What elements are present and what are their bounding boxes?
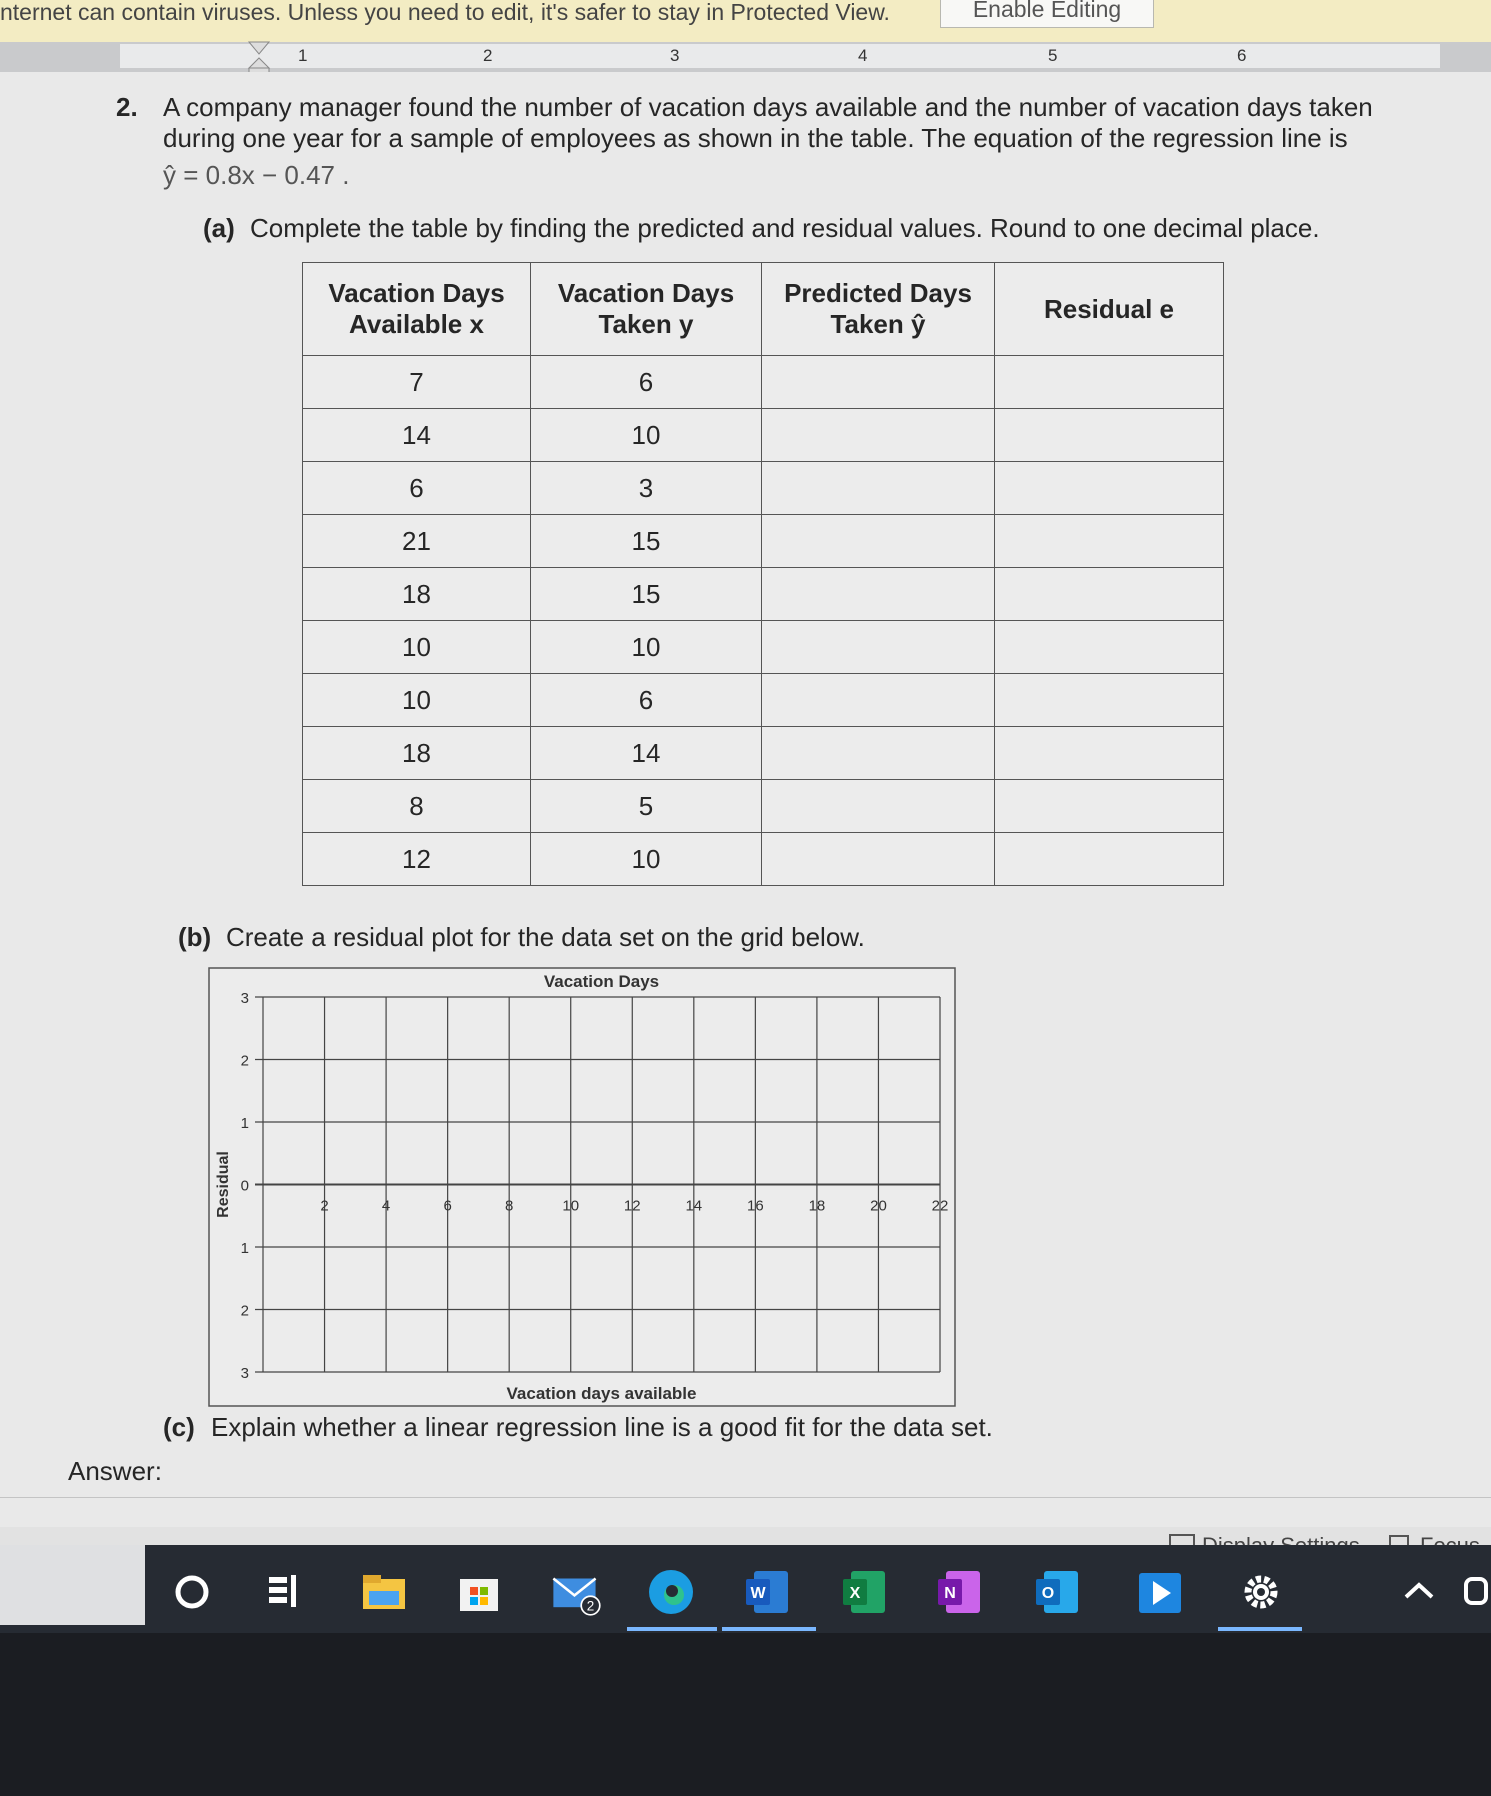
cell-residual[interactable] [995, 727, 1224, 780]
cell-available-x: 18 [303, 568, 531, 621]
excel-app-icon[interactable] [837, 1565, 891, 1619]
vacation-table [302, 262, 1224, 886]
store-icon[interactable] [452, 1565, 506, 1619]
cell-predicted[interactable] [762, 409, 995, 462]
show-hidden-icons-chevron-icon[interactable] [1392, 1565, 1446, 1619]
ruler-number: 6 [1237, 46, 1247, 65]
cell-residual[interactable] [995, 515, 1224, 568]
x-tick-label: 18 [808, 1197, 826, 1215]
cell-available-x: 8 [303, 780, 531, 833]
ruler-number: 5 [1048, 46, 1058, 65]
cell-predicted[interactable] [762, 568, 995, 621]
part-c-text: Explain whether a linear regression line is a good fit for the data set. [211, 1412, 993, 1442]
cell-predicted[interactable] [762, 727, 995, 780]
table-row [303, 409, 1224, 462]
outlook-letter: O [1041, 1585, 1055, 1602]
media-player-icon[interactable] [1133, 1565, 1187, 1619]
chart-frame [209, 968, 955, 1406]
question-line-2: during one year for a sample of employees as shown in the table. The equation of the regression line is [163, 123, 1348, 153]
cell-residual[interactable] [995, 356, 1224, 409]
y-tick-label: 1 [240, 1115, 249, 1132]
cell-predicted[interactable] [762, 780, 995, 833]
header-line: Available x [349, 309, 484, 339]
table-row [303, 780, 1224, 833]
cell-predicted[interactable] [762, 621, 995, 674]
header-available [303, 263, 531, 356]
question-line-1: A company manager found the number of vacation days available and the number of vacation days taken [163, 92, 1373, 122]
document-page [0, 72, 1491, 1527]
ruler-number: 2 [483, 46, 493, 65]
table-row [303, 674, 1224, 727]
part-c-label: (c) [163, 1412, 195, 1442]
cell-residual[interactable] [995, 780, 1224, 833]
chart-x-label: Vacation days available [506, 1384, 697, 1403]
excel-letter: X [849, 1585, 861, 1602]
header-line: Predicted Days [784, 278, 972, 308]
table-body [303, 356, 1224, 886]
page-divider [0, 1497, 1491, 1498]
part-a-text: Complete the table by finding the predicted and residual values. Round to one decimal place. [250, 213, 1320, 243]
header-taken [531, 263, 762, 356]
enable-editing-button[interactable]: Enable Editing [940, 0, 1154, 28]
cell-residual[interactable] [995, 409, 1224, 462]
regression-equation: ŷ = 0.8x − 0.47 . [163, 160, 350, 190]
cell-available-x: 21 [303, 515, 531, 568]
edge-active-indicator [627, 1627, 717, 1631]
chart-title: Vacation Days [543, 972, 660, 991]
cell-taken-y: 5 [531, 780, 762, 833]
outlook-app-icon[interactable] [1030, 1565, 1084, 1619]
question-number: 2. [116, 92, 138, 122]
cell-residual[interactable] [995, 833, 1224, 886]
header-line: Residual e [1043, 293, 1175, 324]
table-row [303, 727, 1224, 780]
cell-taken-y: 15 [531, 568, 762, 621]
horizontal-ruler[interactable] [0, 42, 1491, 72]
protected-view-bar [0, 0, 1491, 43]
task-view-icon[interactable] [257, 1565, 311, 1619]
x-tick-label: 22 [931, 1197, 949, 1215]
part-a-label: (a) [203, 213, 235, 243]
cell-predicted[interactable] [762, 515, 995, 568]
header-line: Taken ŷ [830, 309, 926, 339]
cell-taken-y: 10 [531, 833, 762, 886]
word-app-icon[interactable] [740, 1565, 794, 1619]
x-tick-label: 8 [505, 1197, 514, 1215]
y-tick-label: 1 [240, 1240, 249, 1257]
y-tick-label: 3 [240, 1365, 249, 1382]
onenote-app-icon[interactable] [932, 1565, 986, 1619]
header-line: Taken y [598, 309, 694, 339]
cell-available-x: 10 [303, 674, 531, 727]
x-tick-label: 10 [562, 1197, 580, 1215]
cell-predicted[interactable] [762, 674, 995, 727]
x-tick-label: 2 [320, 1197, 329, 1215]
x-tick-label: 6 [443, 1197, 452, 1215]
table-header-row [303, 263, 1224, 356]
cell-taken-y: 15 [531, 515, 762, 568]
word-letter: W [750, 1585, 766, 1602]
taskbar-edge [0, 1545, 145, 1625]
part-b-text: Create a residual plot for the data set on the grid below. [226, 922, 865, 952]
x-tick-label: 14 [685, 1197, 703, 1215]
ruler-number: 1 [298, 46, 308, 65]
settings-gear-icon[interactable] [1234, 1565, 1288, 1619]
cell-available-x: 14 [303, 409, 531, 462]
x-tick-label: 4 [381, 1197, 391, 1215]
settings-active-indicator [1218, 1627, 1302, 1631]
cell-taken-y: 10 [531, 621, 762, 674]
table-row [303, 515, 1224, 568]
cell-taken-y: 3 [531, 462, 762, 515]
x-tick-label: 20 [870, 1197, 887, 1215]
indent-marker-icon[interactable] [247, 40, 271, 74]
cell-predicted[interactable] [762, 356, 995, 409]
cell-predicted[interactable] [762, 833, 995, 886]
cell-predicted[interactable] [762, 462, 995, 515]
cell-residual[interactable] [995, 674, 1224, 727]
y-tick-label: 2 [240, 1302, 249, 1320]
cortana-icon[interactable] [165, 1565, 219, 1619]
chart-y-label: Residual [215, 1151, 232, 1218]
cell-taken-y: 6 [531, 674, 762, 727]
onenote-letter: N [944, 1585, 956, 1602]
mail-badge: 2 [586, 1598, 595, 1614]
word-active-indicator [722, 1627, 816, 1631]
y-tick-label: 2 [240, 1052, 249, 1070]
x-tick-label: 16 [747, 1197, 764, 1215]
answer-label: Answer: [68, 1456, 162, 1486]
header-residual [995, 263, 1224, 356]
table-row [303, 356, 1224, 409]
cell-available-x: 18 [303, 727, 531, 780]
cell-taken-y: 10 [531, 409, 762, 462]
mail-icon[interactable] [550, 1565, 604, 1619]
cell-residual[interactable] [995, 621, 1224, 674]
x-tick-label: 12 [623, 1197, 641, 1215]
ruler-number: 3 [670, 46, 680, 65]
part-b-label: (b) [178, 922, 212, 952]
edge-browser-icon[interactable] [644, 1565, 698, 1619]
header-line: Vacation Days [557, 278, 735, 308]
ruler-number: 4 [858, 46, 868, 65]
cell-available-x: 6 [303, 462, 531, 515]
cell-available-x: 12 [303, 833, 531, 886]
cell-taken-y: 6 [531, 356, 762, 409]
cell-residual[interactable] [995, 462, 1224, 515]
windows-taskbar [0, 1545, 1491, 1633]
tray-overflow-icon[interactable] [1460, 1565, 1491, 1619]
y-tick-label: 3 [240, 990, 249, 1007]
y-tick-label: 0 [240, 1177, 249, 1195]
cell-residual[interactable] [995, 568, 1224, 621]
file-explorer-icon[interactable] [357, 1565, 411, 1619]
cell-available-x: 10 [303, 621, 531, 674]
residual-plot-chart[interactable] [208, 967, 956, 1407]
table-row [303, 621, 1224, 674]
table-row [303, 462, 1224, 515]
table-row [303, 833, 1224, 886]
table-row [303, 568, 1224, 621]
cell-taken-y: 14 [531, 727, 762, 780]
header-line: Vacation Days [328, 278, 505, 308]
protected-view-message: nternet can contain viruses. Unless you need to edit, it's safer to stay in Protected View. [0, 0, 890, 25]
cell-available-x: 7 [303, 356, 531, 409]
header-predicted [762, 263, 995, 356]
